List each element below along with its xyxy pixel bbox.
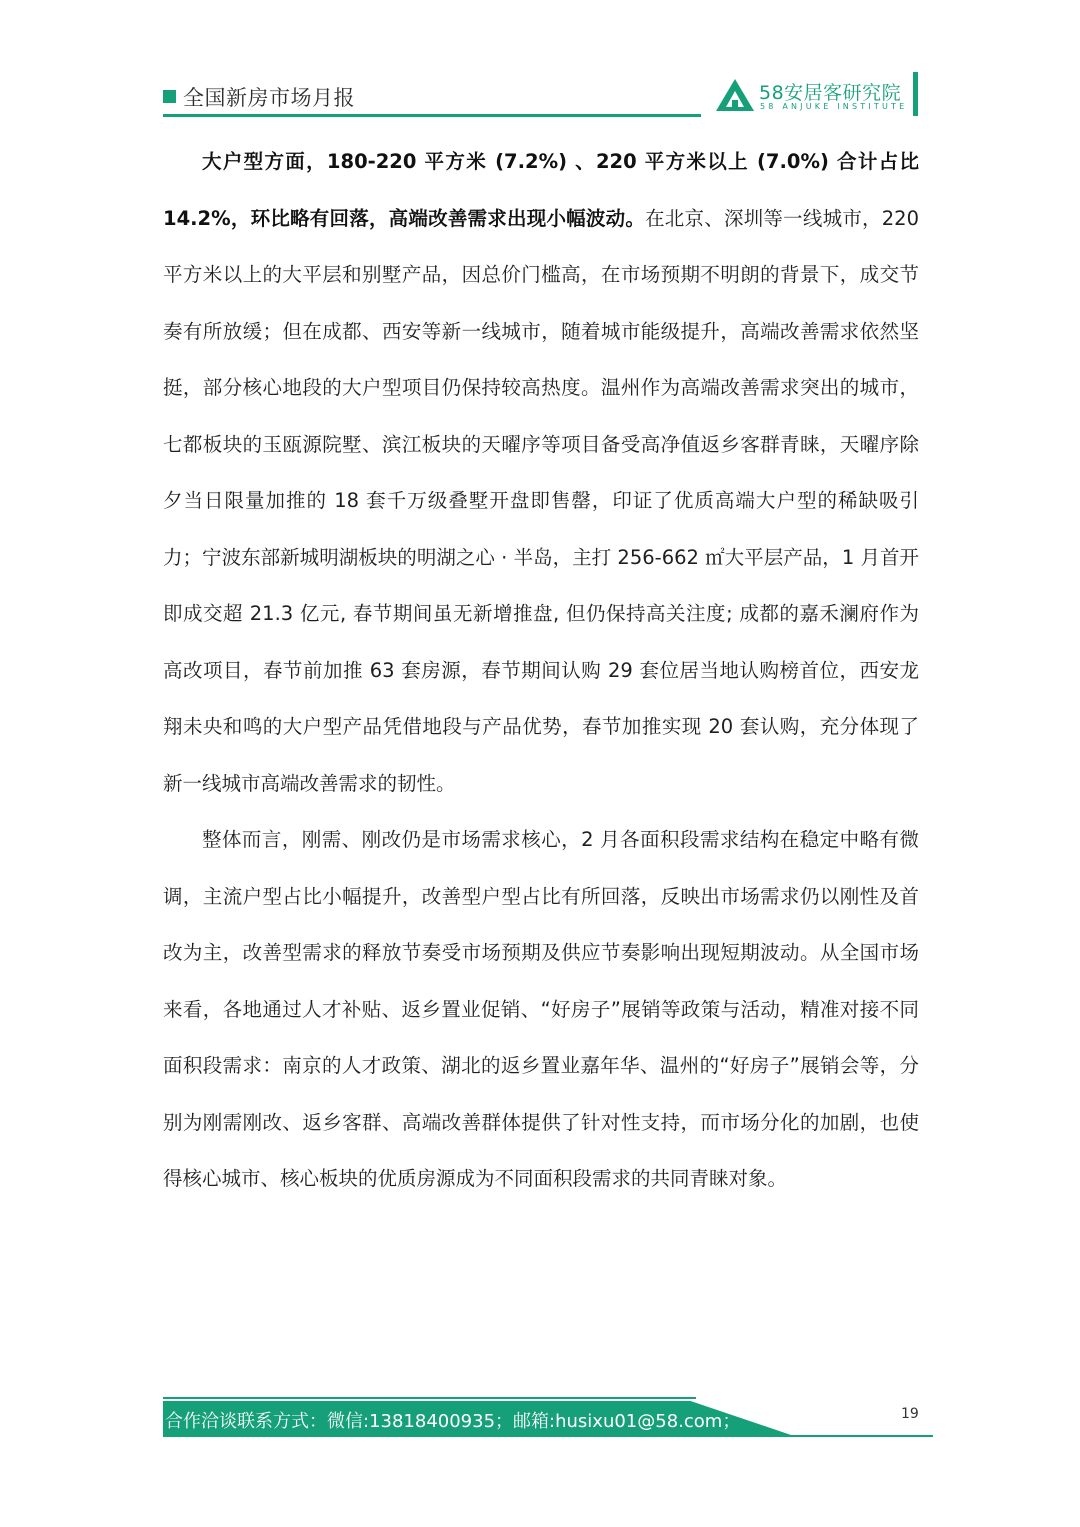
page-number: 19: [901, 1406, 919, 1422]
page-footer: [163, 1394, 933, 1444]
logo-text-en: 58 ANJUKE INSTITUTE: [760, 102, 908, 111]
report-title: 全国新房市场月报: [183, 86, 355, 110]
report-body: [163, 134, 919, 1208]
footer-bottom-line: [163, 1435, 933, 1437]
header-accent-bar: [913, 72, 918, 116]
footer-contact-text: 合作洽谈联系方式：微信:13818400935；邮箱:husixu01@58.com；: [165, 1411, 741, 1432]
header-square-icon: [163, 90, 176, 103]
paragraph-text: 在北京、深圳等一线城市，220 平方米以上的大平层和别墅产品，因总价门槛高，在市场预期不明朗的背景下，成交节奏有所放缓；但在成都、西安等新一线城市，随着城市能级提升，高端改善需求依然坚挺，部分核心地段的大户型项目仍保持较高热度。温州作为高端改善需求突出的城市，七都板块的玉瓯源院墅、滨江板块的天曜序等项目备受高净值返乡客群青睐，天曜序除夕当日限量加推的 18 套千万级叠墅开盘即售罄，印证了优质高端大户型的稀缺吸引力；宁波东部新城明湖板块的明湖之心 · 半岛，主打 256-662 ㎡大平层产品，1 月首开即成交超 21.3 亿元, 春节期间虽无新增推盘, 但仍保持高关注度; 成都的嘉禾澜府作为高改项目，春节前加推 63 套房源，春节期间认购 29 套位居当地认购榜首位，西安龙翔未央和鸣的大户型产品凭借地段与产品优势，春节加推实现 20 套认购，充分体现了新一线城市高端改善需求的韧性。: [163, 206, 919, 795]
footer-top-line: [163, 1397, 696, 1399]
page-header: [163, 72, 920, 118]
paragraph-summary: 整体而言，刚需、刚改仍是市场需求核心，2 月各面积段需求结构在稳定中略有微调，主流户型占比小幅提升，改善型户型占比有所回落，反映出市场需求仍以刚性及首改为主，改善型需求的释放节奏受市场预期及供应节奏影响出现短期波动。从全国市场来看，各地通过人才补贴、返乡置业促销、“好房子”展销等政策与活动，精准对接不同面积段需求：南京的人才政策、湖北的返乡置业嘉年华、温州的“好房子”展销会等，分别为刚需刚改、返乡客群、高端改善群体提供了针对性支持，而市场分化的加剧，也使得核心城市、核心板块的优质房源成为不同面积段需求的共同青睐对象。: [163, 828, 919, 1190]
header-divider: [163, 114, 701, 117]
paragraph-large-units: [163, 134, 919, 812]
paragraph-lead-bold: 大户型方面，180-220 平方米 (7.2%) 、220 平方米以上 (7.0%) 合计占比 14.2%，环比略有回落，高端改善需求出现小幅波动。: [163, 150, 919, 230]
logo-text-cn: 58安居客研究院: [759, 82, 902, 104]
anjuke-logo-icon: [715, 78, 755, 112]
